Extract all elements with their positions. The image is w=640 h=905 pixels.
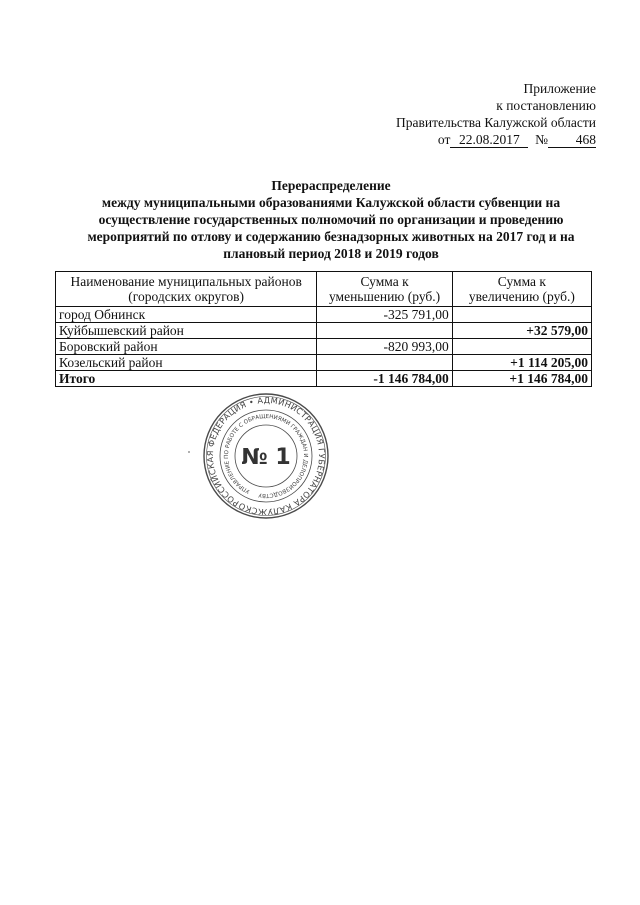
seal-number: № 1 <box>241 445 291 470</box>
title-line-5: плановый период 2018 и 2019 годов <box>223 246 439 261</box>
header-district-line2: (городских округов) <box>128 289 245 304</box>
title-line-2: между муниципальными образованиями Калужской области субвенции на <box>101 195 561 210</box>
total-row <box>56 371 592 387</box>
header-increase-line2: увеличению (руб.) <box>468 289 575 304</box>
government-label: Правительства Калужской области <box>395 115 596 130</box>
header-district <box>56 272 317 307</box>
scan-speck <box>188 451 190 453</box>
increase-amount <box>452 307 591 323</box>
title-line-4: мероприятий по отлову и содержанию безнадзорных животных на 2017 год и на <box>87 229 575 244</box>
table-row <box>56 339 592 355</box>
table-row <box>56 307 592 323</box>
decrease-amount <box>317 355 452 371</box>
increase-amount <box>452 339 591 355</box>
title-line-1: Перераспределение <box>271 178 391 193</box>
table-row <box>56 355 592 371</box>
total-increase: +1 146 784,00 <box>452 371 591 387</box>
document-title <box>55 177 607 262</box>
number-label: № <box>535 132 548 147</box>
total-decrease: -1 146 784,00 <box>317 371 452 387</box>
district-name: Куйбышевский район <box>56 323 317 339</box>
total-label: Итого <box>56 371 317 387</box>
official-seal <box>202 392 330 520</box>
resolution-number: 468 <box>548 133 596 148</box>
header-decrease-line1: Сумма к <box>360 274 409 289</box>
header-increase-line1: Сумма к <box>497 274 546 289</box>
table-header-row <box>56 272 592 307</box>
title-line-3: осуществление государственных полномочий по организации и проведению <box>98 212 564 227</box>
header-increase <box>452 272 591 307</box>
decrease-amount: -325 791,00 <box>317 307 452 323</box>
district-name: Козельский район <box>56 355 317 371</box>
increase-amount: +32 579,00 <box>452 323 591 339</box>
header-district-line1: Наименование муниципальных районов <box>70 274 302 289</box>
header-decrease <box>317 272 452 307</box>
decrease-amount <box>317 323 452 339</box>
appendix-header <box>396 80 596 148</box>
resolution-date: 22.08.2017 <box>450 133 528 148</box>
appendix-label: Приложение <box>523 81 596 96</box>
district-name: Боровский район <box>56 339 317 355</box>
seal-outer-text: РОССИЙСКАЯ ФЕДЕРАЦИЯ • АДМИНИСТРАЦИЯ ГУБЕРНАТОРА КАЛУЖСКОЙ <box>204 394 328 518</box>
from-label: от <box>437 132 451 147</box>
resolution-reference <box>396 131 596 148</box>
decrease-amount: -820 993,00 <box>317 339 452 355</box>
redistribution-table <box>55 271 592 387</box>
resolution-label: к постановлению <box>496 98 596 113</box>
table-row <box>56 323 592 339</box>
seal-inner-text: УПРАВЛЕНИЕ ПО РАБОТЕ С ОБРАЩЕНИЯМИ ГРАЖДАН И ДЕЛОПРОИЗВОДСТВУ <box>223 413 309 499</box>
district-name: город Обнинск <box>56 307 317 323</box>
header-decrease-line2: уменьшению (руб.) <box>328 289 441 304</box>
increase-amount: +1 114 205,00 <box>452 355 591 371</box>
